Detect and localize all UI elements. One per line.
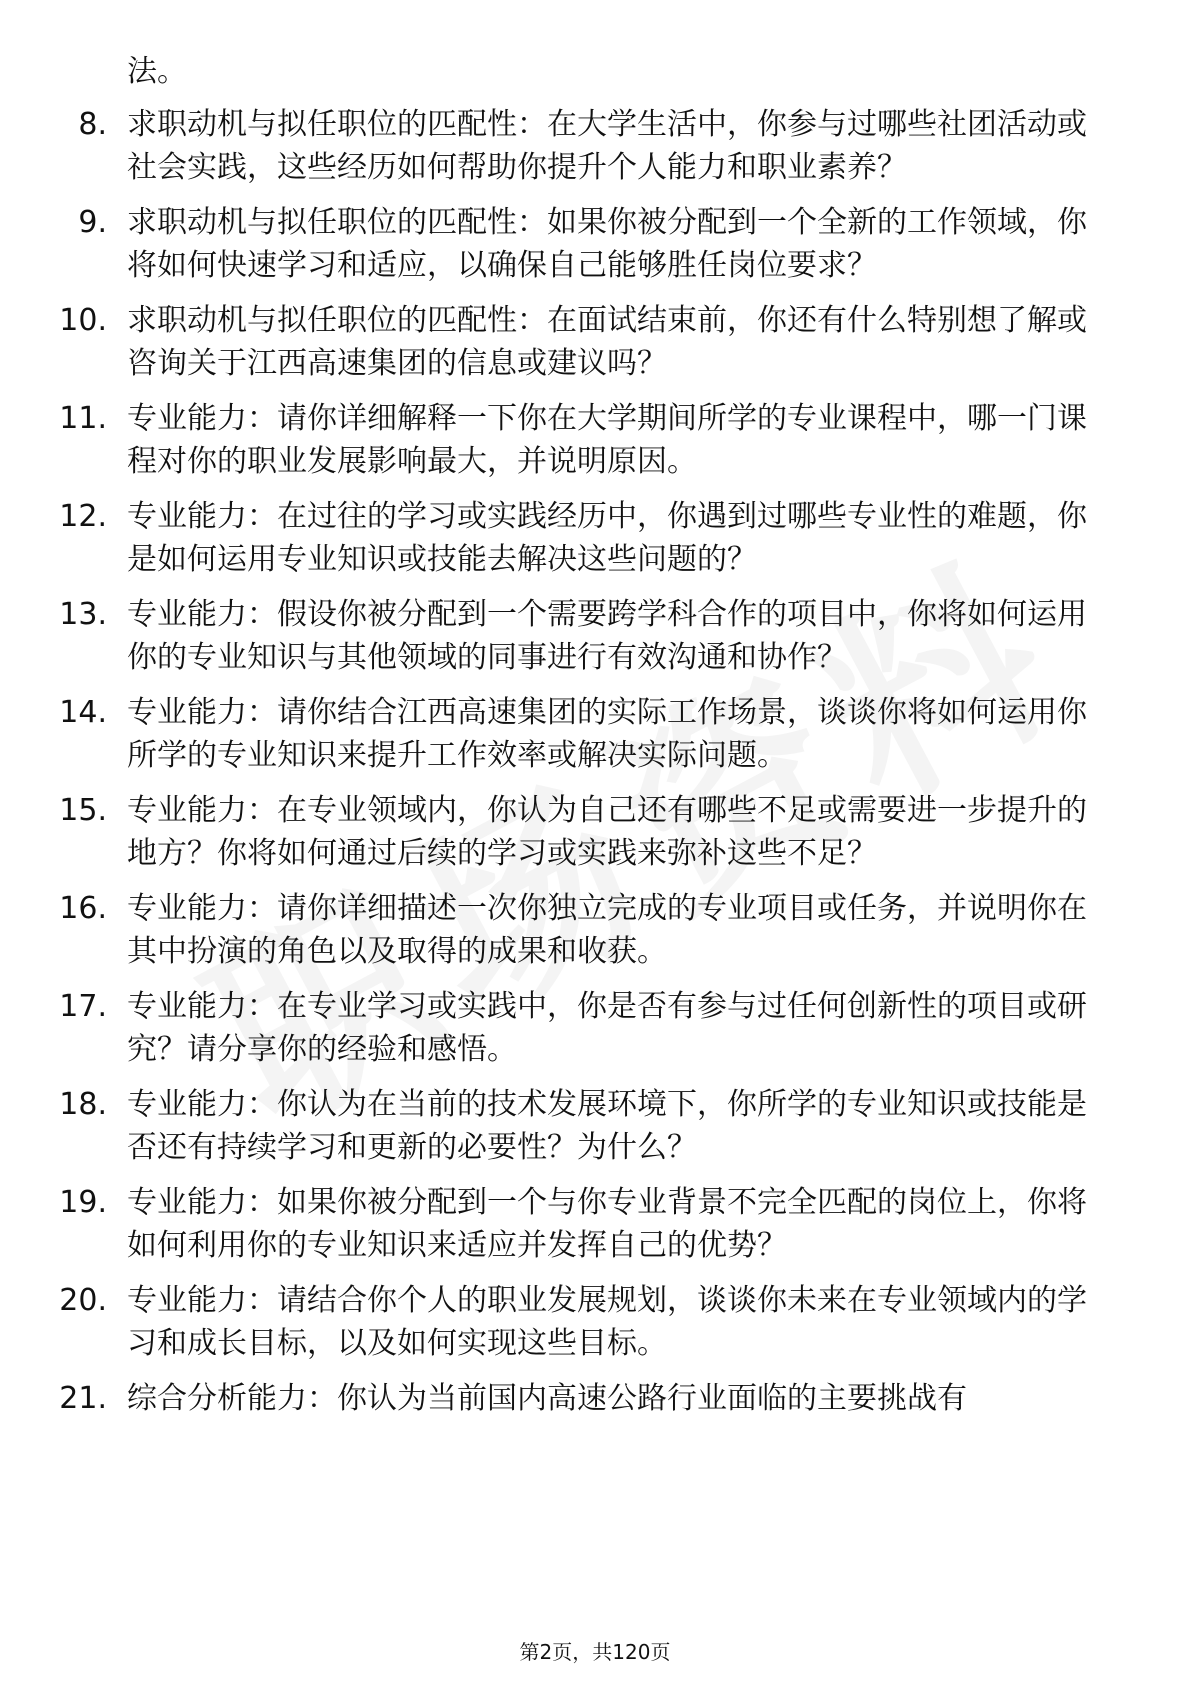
question-number: 9.: [78, 205, 107, 240]
question-number: 8.: [78, 107, 107, 142]
list-item: [0, 397, 1190, 483]
list-item: [0, 1083, 1190, 1169]
question-number: 12.: [59, 499, 107, 534]
page-footer: 第2页，共120页: [519, 1640, 671, 1664]
list-item: [0, 593, 1190, 679]
question-text: 专业能力：你认为在当前的技术发展环境下，你所学的专业知识或技能是否还有持续学习和更新的必要性？为什么？: [127, 1087, 1087, 1165]
list-item: [0, 201, 1190, 287]
question-number: 18.: [59, 1087, 107, 1122]
question-number: 21.: [59, 1381, 107, 1416]
list-item: [0, 985, 1190, 1071]
question-text: 专业能力：请结合你个人的职业发展规划，谈谈你未来在专业领域内的学习和成长目标，以及如何实现这些目标。: [127, 1283, 1087, 1361]
list-item: [0, 103, 1190, 189]
list-item: [0, 1279, 1190, 1365]
question-text: 专业能力：假设你被分配到一个需要跨学科合作的项目中，你将如何运用你的专业知识与其他领域的同事进行有效沟通和协作？: [127, 597, 1087, 675]
question-number: 13.: [59, 597, 107, 632]
question-text: 专业能力：如果你被分配到一个与你专业背景不完全匹配的岗位上，你将如何利用你的专业知识来适应并发挥自己的优势？: [127, 1185, 1087, 1263]
list-item: [0, 1181, 1190, 1267]
question-list: [0, 103, 1190, 1432]
question-text: 求职动机与拟任职位的匹配性：在大学生活中，你参与过哪些社团活动或社会实践，这些经历如何帮助你提升个人能力和职业素养？: [127, 107, 1087, 185]
question-text: 综合分析能力：你认为当前国内高速公路行业面临的主要挑战有: [127, 1381, 967, 1416]
question-text: 专业能力：在专业领域内，你认为自己还有哪些不足或需要进一步提升的地方？你将如何通过后续的学习或实践来弥补这些不足？: [127, 793, 1087, 871]
question-text: 求职动机与拟任职位的匹配性：在面试结束前，你还有什么特别想了解或咨询关于江西高速集团的信息或建议吗？: [127, 303, 1087, 381]
question-text: 专业能力：在专业学习或实践中，你是否有参与过任何创新性的项目或研究？请分享你的经验和感悟。: [127, 989, 1087, 1067]
continuation-text: 法。: [127, 54, 187, 89]
question-text: 专业能力：在过往的学习或实践经历中，你遇到过哪些专业性的难题，你是如何运用专业知识或技能去解决这些问题的？: [127, 499, 1087, 577]
question-number: 14.: [59, 695, 107, 730]
question-number: 10.: [59, 303, 107, 338]
question-number: 17.: [59, 989, 107, 1024]
list-item: [0, 887, 1190, 973]
list-item: [0, 1377, 1190, 1420]
question-number: 15.: [59, 793, 107, 828]
question-text: 求职动机与拟任职位的匹配性：如果你被分配到一个全新的工作领域，你将如何快速学习和适应，以确保自己能够胜任岗位要求？: [127, 205, 1087, 283]
question-number: 19.: [59, 1185, 107, 1220]
question-text: 专业能力：请你详细解释一下你在大学期间所学的专业课程中，哪一门课程对你的职业发展影响最大，并说明原因。: [127, 401, 1087, 479]
question-number: 20.: [59, 1283, 107, 1318]
question-text: 专业能力：请你结合江西高速集团的实际工作场景，谈谈你将如何运用你所学的专业知识来提升工作效率或解决实际问题。: [127, 695, 1087, 773]
list-item: [0, 299, 1190, 385]
list-item: [0, 691, 1190, 777]
list-item: [0, 495, 1190, 581]
question-number: 16.: [59, 891, 107, 926]
question-text: 专业能力：请你详细描述一次你独立完成的专业项目或任务，并说明你在其中扮演的角色以及取得的成果和收获。: [127, 891, 1087, 969]
list-item: [0, 789, 1190, 875]
question-number: 11.: [59, 401, 107, 436]
